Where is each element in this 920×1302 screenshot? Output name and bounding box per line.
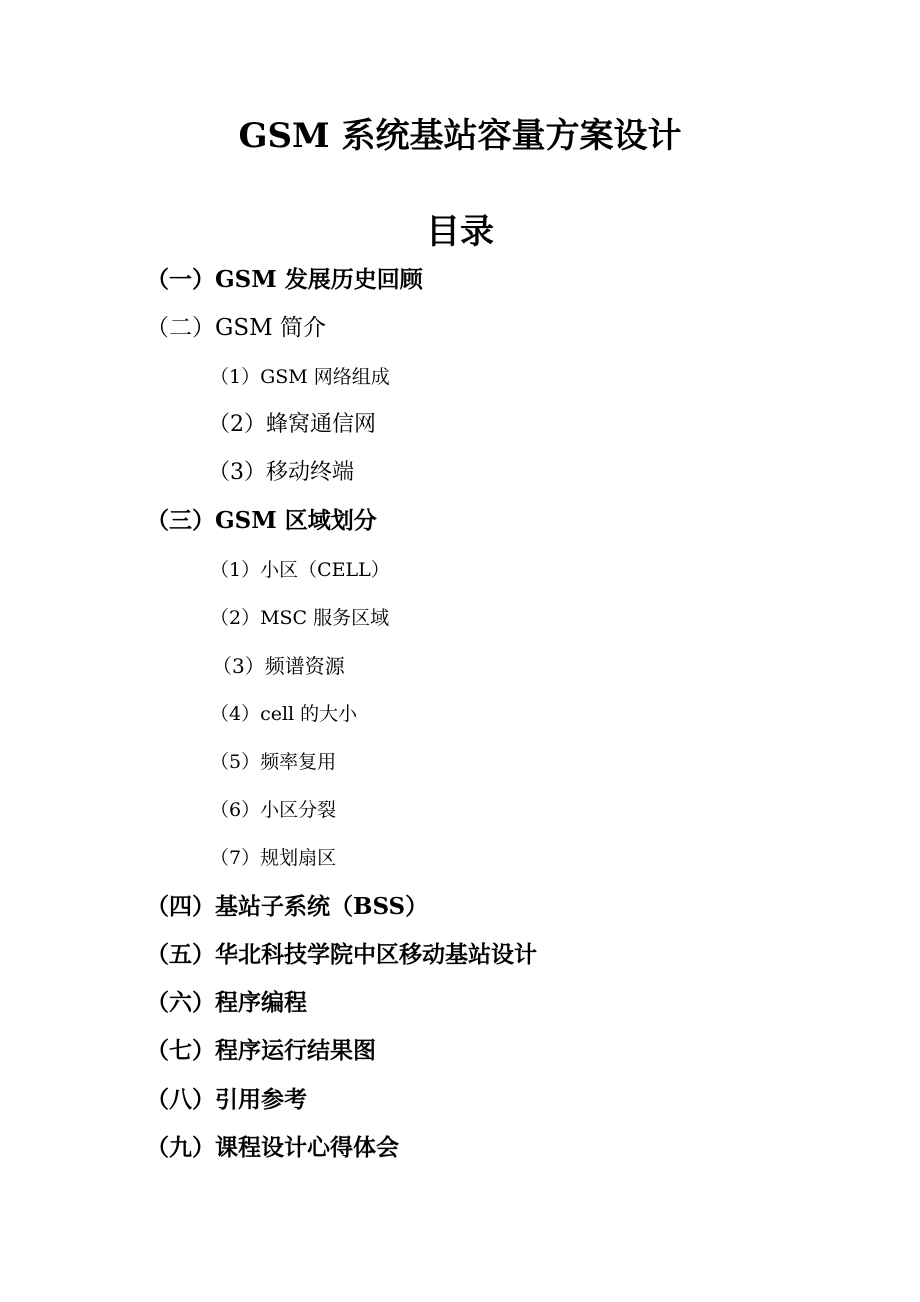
toc-entry-3-6: （6）小区分裂 xyxy=(210,799,337,821)
toc-entry-3-7: （7）规划扇区 xyxy=(210,847,337,869)
document-title: GSM 系统基站容量方案设计 xyxy=(238,116,682,156)
toc-entry-3-1: （1）小区（CELL） xyxy=(210,559,390,581)
toc-entry-5: （五）华北科技学院中区移动基站设计 xyxy=(146,941,537,968)
toc-entry-8: （八）引用参考 xyxy=(146,1086,307,1113)
toc-entry-2-3: （3）移动终端 xyxy=(208,460,354,485)
toc-entry-9: （九）课程设计心得体会 xyxy=(146,1134,399,1161)
toc-entry-1: （一）GSM 发展历史回顾 xyxy=(146,266,423,293)
toc-entry-2: （二）GSM 简介 xyxy=(146,315,326,341)
toc-entry-3-5: （5）频率复用 xyxy=(210,751,337,773)
toc-entry-7: （七）程序运行结果图 xyxy=(146,1037,376,1064)
toc-entry-6: （六）程序编程 xyxy=(146,989,307,1016)
toc-entry-3: （三）GSM 区域划分 xyxy=(146,507,377,534)
toc-entry-2-2: （2）蜂窝通信网 xyxy=(208,412,376,437)
toc-entry-3-4: （4）cell 的大小 xyxy=(210,703,358,725)
toc-entry-2-1: （1）GSM 网络组成 xyxy=(210,366,390,388)
toc-heading: 目录 xyxy=(426,212,494,252)
toc-entry-3-3: （3）频谱资源 xyxy=(212,654,345,678)
toc-entry-4: （四）基站子系统（BSS） xyxy=(146,893,429,920)
toc-entry-3-2: （2）MSC 服务区域 xyxy=(210,607,390,629)
